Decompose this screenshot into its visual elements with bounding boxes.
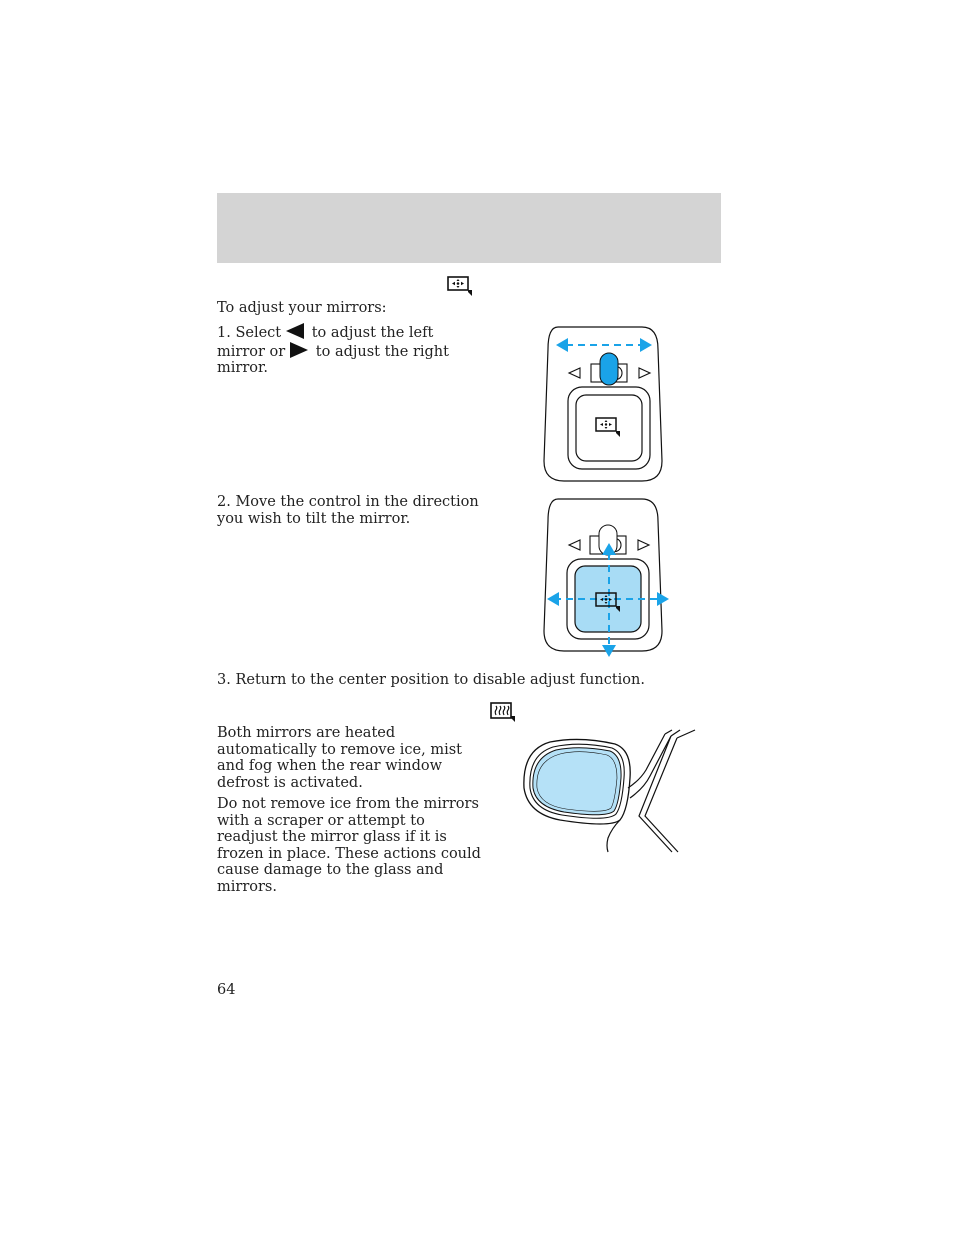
heated-line: automatically to remove ice, mist [217,741,462,758]
heated-mirror-icon [489,702,517,722]
left-triangle-icon [286,323,304,339]
heated-line: defrost is activated. [217,774,363,791]
mirror-select-illustration [540,325,670,483]
step1-part3: mirror or [217,343,286,360]
warning-paragraph [217,796,481,895]
heated-line: and fog when the rear window [217,758,443,774]
step2-line1: 2. Move the control in the direction [217,494,479,510]
warning-line: with a scraper or attempt to [217,812,425,829]
step1-part2: to adjust the left [311,325,434,341]
mirror-adjust-icon [446,276,474,296]
right-triangle-icon [290,342,308,358]
step2-line2: you wish to tilt the mirror. [217,510,411,527]
warning-line: Do not remove ice from the mirrors [217,796,479,812]
step1-part5: mirror. [217,360,268,376]
step1-part4: to adjust the right [315,343,449,360]
warning-line: mirrors. [217,878,277,895]
warning-line: frozen in place. These actions could [217,845,481,862]
heated-paragraph [217,725,462,791]
page-number: 64 [217,982,236,998]
warning-line: readjust the mirror glass if it is [217,829,447,845]
mirror-tilt-illustration [540,497,675,659]
step1-part1: 1. Select [217,325,282,341]
step3-text: 3. Return to the center position to disable adjust function. [217,672,645,688]
step2-text [217,494,479,527]
step1-text [217,323,477,377]
heated-mirror-illustration [520,728,700,856]
warning-line: cause damage to the glass and [217,862,444,878]
heated-line: Both mirrors are heated [217,725,396,741]
intro-text: To adjust your mirrors: [217,300,387,316]
header-band [217,193,721,263]
